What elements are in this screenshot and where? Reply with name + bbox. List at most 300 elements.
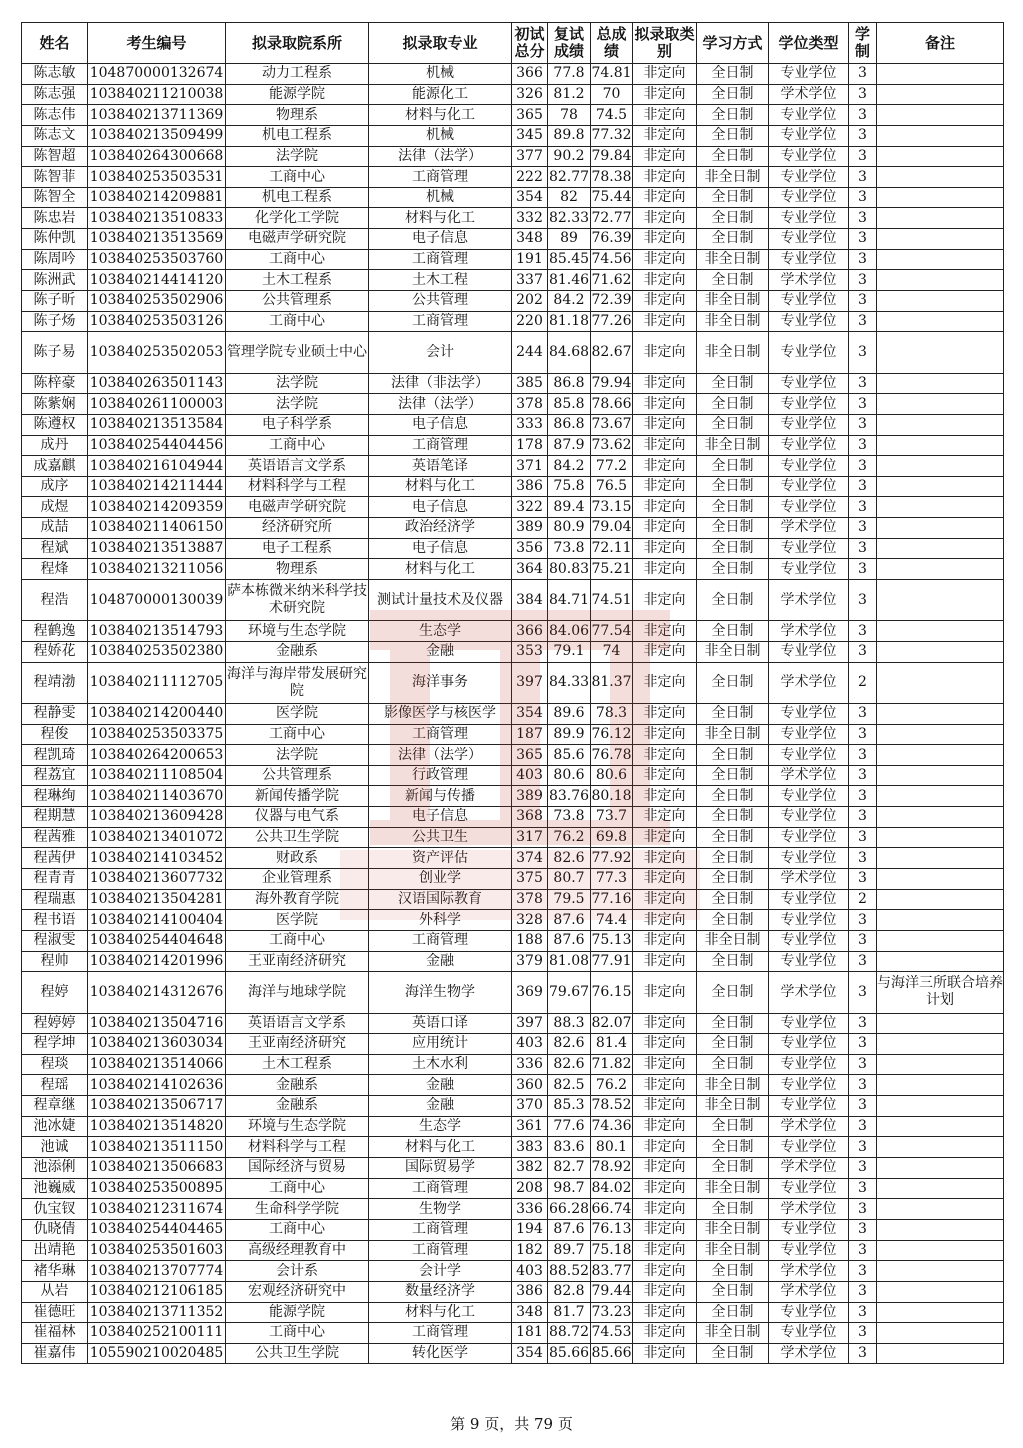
cell-degree-type: 专业学位 bbox=[769, 332, 849, 373]
cell-remarks bbox=[877, 848, 1004, 869]
cell-remarks bbox=[877, 146, 1004, 167]
cell-name: 程期慧 bbox=[22, 807, 88, 828]
cell-duration: 3 bbox=[849, 621, 877, 642]
cell-major: 机械 bbox=[369, 125, 512, 146]
cell-total-score: 74.4 bbox=[591, 910, 633, 931]
cell-degree-type: 专业学位 bbox=[769, 889, 849, 910]
cell-admission-type: 非定向 bbox=[633, 373, 697, 394]
cell-name: 陈紫娴 bbox=[22, 394, 88, 415]
cell-remarks bbox=[877, 951, 1004, 972]
cell-degree-type: 学术学位 bbox=[769, 972, 849, 1013]
cell-initial-score: 364 bbox=[512, 559, 548, 580]
cell-remarks bbox=[877, 1178, 1004, 1199]
cell-degree-type: 专业学位 bbox=[769, 64, 849, 85]
cell-degree-type: 专业学位 bbox=[769, 1075, 849, 1096]
cell-initial-score: 354 bbox=[512, 187, 548, 208]
header-initial-score: 初试总分 bbox=[512, 23, 548, 64]
cell-study-mode: 全日制 bbox=[697, 1034, 769, 1055]
cell-name: 陈周吟 bbox=[22, 249, 88, 270]
cell-total-score: 77.91 bbox=[591, 951, 633, 972]
cell-admission-type: 非定向 bbox=[633, 724, 697, 745]
cell-degree-type: 专业学位 bbox=[769, 641, 849, 662]
cell-exam-id: 103840212311674 bbox=[88, 1199, 226, 1220]
cell-retest-score: 84.2 bbox=[548, 291, 591, 312]
table-row bbox=[22, 332, 1004, 373]
table-row bbox=[22, 1343, 1004, 1364]
cell-initial-score: 322 bbox=[512, 497, 548, 518]
cell-duration: 3 bbox=[849, 1096, 877, 1117]
cell-total-score: 83.77 bbox=[591, 1261, 633, 1282]
cell-duration: 3 bbox=[849, 869, 877, 890]
cell-total-score: 74.81 bbox=[591, 64, 633, 85]
cell-admission-type: 非定向 bbox=[633, 1323, 697, 1344]
cell-admission-type: 非定向 bbox=[633, 435, 697, 456]
cell-department: 公共卫生学院 bbox=[226, 1343, 369, 1364]
cell-study-mode: 全日制 bbox=[697, 456, 769, 477]
cell-department: 会计系 bbox=[226, 1261, 369, 1282]
cell-major: 金融 bbox=[369, 1096, 512, 1117]
cell-retest-score: 82.6 bbox=[548, 1034, 591, 1055]
cell-remarks bbox=[877, 414, 1004, 435]
cell-admission-type: 非定向 bbox=[633, 1178, 697, 1199]
cell-study-mode: 全日制 bbox=[697, 1013, 769, 1034]
cell-name: 陈智菲 bbox=[22, 167, 88, 188]
cell-department: 金融系 bbox=[226, 1096, 369, 1117]
cell-retest-score: 81.18 bbox=[548, 311, 591, 332]
cell-admission-type: 非定向 bbox=[633, 1096, 697, 1117]
cell-retest-score: 80.9 bbox=[548, 518, 591, 539]
cell-study-mode: 全日制 bbox=[697, 270, 769, 291]
cell-total-score: 69.8 bbox=[591, 827, 633, 848]
cell-duration: 3 bbox=[849, 1137, 877, 1158]
cell-name: 程烽 bbox=[22, 559, 88, 580]
cell-major: 材料与化工 bbox=[369, 208, 512, 229]
cell-remarks bbox=[877, 807, 1004, 828]
table-row bbox=[22, 1137, 1004, 1158]
cell-exam-id: 103840252100111 bbox=[88, 1323, 226, 1344]
cell-admission-type: 非定向 bbox=[633, 518, 697, 539]
cell-study-mode: 全日制 bbox=[697, 497, 769, 518]
table-row bbox=[22, 1323, 1004, 1344]
cell-admission-type: 非定向 bbox=[633, 910, 697, 931]
cell-name: 崔福林 bbox=[22, 1323, 88, 1344]
cell-initial-score: 220 bbox=[512, 311, 548, 332]
cell-exam-id: 103840253503375 bbox=[88, 724, 226, 745]
cell-retest-score: 89.4 bbox=[548, 497, 591, 518]
cell-major: 机械 bbox=[369, 187, 512, 208]
cell-duration: 3 bbox=[849, 456, 877, 477]
cell-total-score: 73.62 bbox=[591, 435, 633, 456]
cell-exam-id: 103840261100003 bbox=[88, 394, 226, 415]
cell-initial-score: 208 bbox=[512, 1178, 548, 1199]
cell-retest-score: 79.67 bbox=[548, 972, 591, 1013]
cell-remarks bbox=[877, 1343, 1004, 1364]
cell-study-mode: 全日制 bbox=[697, 64, 769, 85]
cell-initial-score: 382 bbox=[512, 1158, 548, 1179]
cell-retest-score: 75.8 bbox=[548, 476, 591, 497]
cell-department: 医学院 bbox=[226, 703, 369, 724]
cell-total-score: 81.37 bbox=[591, 662, 633, 703]
cell-duration: 3 bbox=[849, 827, 877, 848]
cell-department: 土木工程系 bbox=[226, 1054, 369, 1075]
cell-department: 公共管理系 bbox=[226, 291, 369, 312]
cell-major: 英语口译 bbox=[369, 1013, 512, 1034]
cell-name: 陈志敏 bbox=[22, 64, 88, 85]
cell-duration: 2 bbox=[849, 662, 877, 703]
cell-major: 转化医学 bbox=[369, 1343, 512, 1364]
table-row bbox=[22, 249, 1004, 270]
cell-duration: 3 bbox=[849, 765, 877, 786]
cell-department: 金融系 bbox=[226, 641, 369, 662]
cell-admission-type: 非定向 bbox=[633, 1343, 697, 1364]
cell-exam-id: 103840213510833 bbox=[88, 208, 226, 229]
cell-remarks bbox=[877, 1034, 1004, 1055]
cell-remarks bbox=[877, 1199, 1004, 1220]
cell-major: 政治经济学 bbox=[369, 518, 512, 539]
cell-study-mode: 全日制 bbox=[697, 1054, 769, 1075]
cell-admission-type: 非定向 bbox=[633, 972, 697, 1013]
cell-admission-type: 非定向 bbox=[633, 1013, 697, 1034]
cell-total-score: 75.21 bbox=[591, 559, 633, 580]
cell-major: 工商管理 bbox=[369, 1240, 512, 1261]
cell-degree-type: 专业学位 bbox=[769, 208, 849, 229]
cell-total-score: 82.67 bbox=[591, 332, 633, 373]
cell-initial-score: 353 bbox=[512, 641, 548, 662]
table-row bbox=[22, 187, 1004, 208]
cell-admission-type: 非定向 bbox=[633, 125, 697, 146]
cell-total-score: 66.74 bbox=[591, 1199, 633, 1220]
cell-initial-score: 360 bbox=[512, 1075, 548, 1096]
cell-study-mode: 非全日制 bbox=[697, 435, 769, 456]
cell-exam-id: 103840214209359 bbox=[88, 497, 226, 518]
cell-admission-type: 非定向 bbox=[633, 786, 697, 807]
cell-study-mode: 非全日制 bbox=[697, 167, 769, 188]
cell-name: 程浩 bbox=[22, 580, 88, 621]
cell-exam-id: 103840254404648 bbox=[88, 930, 226, 951]
cell-department: 经济研究所 bbox=[226, 518, 369, 539]
cell-total-score: 79.44 bbox=[591, 1281, 633, 1302]
cell-duration: 3 bbox=[849, 972, 877, 1013]
cell-admission-type: 非定向 bbox=[633, 414, 697, 435]
cell-major: 法律（非法学） bbox=[369, 373, 512, 394]
cell-study-mode: 全日制 bbox=[697, 146, 769, 167]
cell-major: 海洋事务 bbox=[369, 662, 512, 703]
cell-name: 程凯琦 bbox=[22, 745, 88, 766]
cell-initial-score: 361 bbox=[512, 1116, 548, 1137]
cell-name: 池冰婕 bbox=[22, 1116, 88, 1137]
cell-degree-type: 专业学位 bbox=[769, 1178, 849, 1199]
cell-study-mode: 全日制 bbox=[697, 394, 769, 415]
cell-retest-score: 89.8 bbox=[548, 125, 591, 146]
cell-remarks bbox=[877, 373, 1004, 394]
cell-study-mode: 全日制 bbox=[697, 414, 769, 435]
cell-name: 池添俐 bbox=[22, 1158, 88, 1179]
table-row bbox=[22, 765, 1004, 786]
cell-study-mode: 非全日制 bbox=[697, 724, 769, 745]
cell-name: 陈子昕 bbox=[22, 291, 88, 312]
header-study-mode: 学习方式 bbox=[697, 23, 769, 64]
cell-degree-type: 专业学位 bbox=[769, 229, 849, 250]
cell-major: 金融 bbox=[369, 1075, 512, 1096]
cell-remarks bbox=[877, 187, 1004, 208]
cell-total-score: 73.67 bbox=[591, 414, 633, 435]
cell-duration: 3 bbox=[849, 538, 877, 559]
cell-initial-score: 182 bbox=[512, 1240, 548, 1261]
cell-degree-type: 专业学位 bbox=[769, 724, 849, 745]
cell-retest-score: 82.6 bbox=[548, 1054, 591, 1075]
cell-initial-score: 336 bbox=[512, 1199, 548, 1220]
cell-department: 海洋与海岸带发展研究院 bbox=[226, 662, 369, 703]
cell-name: 程俊 bbox=[22, 724, 88, 745]
cell-initial-score: 244 bbox=[512, 332, 548, 373]
cell-exam-id: 103840214414120 bbox=[88, 270, 226, 291]
cell-remarks bbox=[877, 559, 1004, 580]
cell-retest-score: 84.2 bbox=[548, 456, 591, 477]
cell-study-mode: 非全日制 bbox=[697, 1240, 769, 1261]
cell-remarks bbox=[877, 270, 1004, 291]
cell-name: 程书语 bbox=[22, 910, 88, 931]
cell-department: 海洋与地球学院 bbox=[226, 972, 369, 1013]
cell-retest-score: 87.6 bbox=[548, 910, 591, 931]
cell-exam-id: 103840253502906 bbox=[88, 291, 226, 312]
cell-degree-type: 专业学位 bbox=[769, 951, 849, 972]
cell-department: 化学化工学院 bbox=[226, 208, 369, 229]
cell-study-mode: 全日制 bbox=[697, 621, 769, 642]
cell-total-score: 73.15 bbox=[591, 497, 633, 518]
cell-initial-score: 375 bbox=[512, 869, 548, 890]
cell-major: 工商管理 bbox=[369, 930, 512, 951]
cell-name: 陈遵权 bbox=[22, 414, 88, 435]
cell-study-mode: 全日制 bbox=[697, 1199, 769, 1220]
cell-remarks bbox=[877, 105, 1004, 126]
cell-initial-score: 366 bbox=[512, 621, 548, 642]
cell-admission-type: 非定向 bbox=[633, 930, 697, 951]
cell-duration: 3 bbox=[849, 580, 877, 621]
cell-name: 程淑雯 bbox=[22, 930, 88, 951]
cell-retest-score: 82.6 bbox=[548, 848, 591, 869]
cell-major: 电子信息 bbox=[369, 497, 512, 518]
cell-initial-score: 386 bbox=[512, 476, 548, 497]
cell-study-mode: 全日制 bbox=[697, 187, 769, 208]
cell-name: 程鹤逸 bbox=[22, 621, 88, 642]
cell-degree-type: 专业学位 bbox=[769, 291, 849, 312]
cell-exam-id: 103840213711369 bbox=[88, 105, 226, 126]
cell-admission-type: 非定向 bbox=[633, 1075, 697, 1096]
cell-retest-score: 83.76 bbox=[548, 786, 591, 807]
cell-total-score: 78.3 bbox=[591, 703, 633, 724]
cell-department: 公共卫生学院 bbox=[226, 827, 369, 848]
cell-retest-score: 73.8 bbox=[548, 807, 591, 828]
cell-total-score: 70 bbox=[591, 84, 633, 105]
cell-retest-score: 79.5 bbox=[548, 889, 591, 910]
cell-initial-score: 222 bbox=[512, 167, 548, 188]
cell-remarks bbox=[877, 621, 1004, 642]
cell-degree-type: 专业学位 bbox=[769, 1054, 849, 1075]
cell-initial-score: 328 bbox=[512, 910, 548, 931]
cell-remarks bbox=[877, 786, 1004, 807]
cell-name: 陈志强 bbox=[22, 84, 88, 105]
cell-duration: 3 bbox=[849, 1240, 877, 1261]
cell-department: 萨本栋微米纳米科学技术研究院 bbox=[226, 580, 369, 621]
cell-initial-score: 181 bbox=[512, 1323, 548, 1344]
cell-major: 工商管理 bbox=[369, 167, 512, 188]
cell-retest-score: 73.8 bbox=[548, 538, 591, 559]
table-row bbox=[22, 889, 1004, 910]
cell-total-score: 77.32 bbox=[591, 125, 633, 146]
cell-exam-id: 103840263501143 bbox=[88, 373, 226, 394]
cell-exam-id: 103840213603034 bbox=[88, 1034, 226, 1055]
cell-degree-type: 专业学位 bbox=[769, 848, 849, 869]
cell-degree-type: 专业学位 bbox=[769, 249, 849, 270]
cell-study-mode: 全日制 bbox=[697, 559, 769, 580]
cell-initial-score: 386 bbox=[512, 1281, 548, 1302]
cell-admission-type: 非定向 bbox=[633, 84, 697, 105]
cell-retest-score: 86.8 bbox=[548, 414, 591, 435]
cell-department: 财政系 bbox=[226, 848, 369, 869]
cell-department: 工商中心 bbox=[226, 167, 369, 188]
cell-department: 工商中心 bbox=[226, 1323, 369, 1344]
cell-initial-score: 368 bbox=[512, 807, 548, 828]
cell-duration: 3 bbox=[849, 105, 877, 126]
cell-remarks bbox=[877, 1281, 1004, 1302]
cell-degree-type: 专业学位 bbox=[769, 1096, 849, 1117]
table-row bbox=[22, 1261, 1004, 1282]
cell-exam-id: 103840213514793 bbox=[88, 621, 226, 642]
cell-admission-type: 非定向 bbox=[633, 105, 697, 126]
cell-remarks bbox=[877, 827, 1004, 848]
cell-duration: 3 bbox=[849, 807, 877, 828]
cell-degree-type: 专业学位 bbox=[769, 1034, 849, 1055]
cell-exam-id: 103840213509499 bbox=[88, 125, 226, 146]
cell-exam-id: 103840214100404 bbox=[88, 910, 226, 931]
cell-remarks bbox=[877, 1240, 1004, 1261]
cell-remarks bbox=[877, 1116, 1004, 1137]
cell-exam-id: 103840213211056 bbox=[88, 559, 226, 580]
cell-duration: 3 bbox=[849, 1261, 877, 1282]
cell-exam-id: 103840211403670 bbox=[88, 786, 226, 807]
cell-study-mode: 全日制 bbox=[697, 910, 769, 931]
cell-initial-score: 369 bbox=[512, 972, 548, 1013]
cell-admission-type: 非定向 bbox=[633, 1302, 697, 1323]
cell-name: 程琰 bbox=[22, 1054, 88, 1075]
cell-admission-type: 非定向 bbox=[633, 1261, 697, 1282]
table-row bbox=[22, 497, 1004, 518]
cell-initial-score: 384 bbox=[512, 580, 548, 621]
cell-study-mode: 非全日制 bbox=[697, 641, 769, 662]
cell-major: 影像医学与核医学 bbox=[369, 703, 512, 724]
cell-exam-id: 103840214200440 bbox=[88, 703, 226, 724]
cell-major: 法律（法学） bbox=[369, 745, 512, 766]
cell-total-score: 82.07 bbox=[591, 1013, 633, 1034]
cell-retest-score: 85.6 bbox=[548, 745, 591, 766]
cell-name: 成嘉麒 bbox=[22, 456, 88, 477]
cell-major: 工商管理 bbox=[369, 724, 512, 745]
cell-exam-id: 103840213506717 bbox=[88, 1096, 226, 1117]
cell-study-mode: 全日制 bbox=[697, 889, 769, 910]
cell-total-score: 78.38 bbox=[591, 167, 633, 188]
cell-remarks bbox=[877, 1219, 1004, 1240]
cell-retest-score: 81.46 bbox=[548, 270, 591, 291]
cell-duration: 3 bbox=[849, 1219, 877, 1240]
cell-exam-id: 103840213401072 bbox=[88, 827, 226, 848]
cell-study-mode: 全日制 bbox=[697, 807, 769, 828]
cell-department: 金融系 bbox=[226, 1075, 369, 1096]
cell-name: 褚华琳 bbox=[22, 1261, 88, 1282]
cell-major: 金融 bbox=[369, 951, 512, 972]
cell-department: 电子工程系 bbox=[226, 538, 369, 559]
cell-study-mode: 全日制 bbox=[697, 848, 769, 869]
cell-study-mode: 全日制 bbox=[697, 229, 769, 250]
cell-remarks bbox=[877, 1096, 1004, 1117]
cell-remarks bbox=[877, 641, 1004, 662]
cell-degree-type: 专业学位 bbox=[769, 1219, 849, 1240]
cell-remarks bbox=[877, 745, 1004, 766]
cell-study-mode: 全日制 bbox=[697, 745, 769, 766]
cell-total-score: 74 bbox=[591, 641, 633, 662]
cell-total-score: 74.5 bbox=[591, 105, 633, 126]
cell-duration: 3 bbox=[849, 270, 877, 291]
cell-initial-score: 337 bbox=[512, 270, 548, 291]
cell-major: 数量经济学 bbox=[369, 1281, 512, 1302]
cell-study-mode: 非全日制 bbox=[697, 930, 769, 951]
cell-major: 行政管理 bbox=[369, 765, 512, 786]
cell-study-mode: 全日制 bbox=[697, 827, 769, 848]
table-row bbox=[22, 869, 1004, 890]
cell-study-mode: 非全日制 bbox=[697, 1096, 769, 1117]
cell-major: 材料与化工 bbox=[369, 105, 512, 126]
cell-initial-score: 378 bbox=[512, 889, 548, 910]
cell-exam-id: 104870000132674 bbox=[88, 64, 226, 85]
cell-name: 从岩 bbox=[22, 1281, 88, 1302]
cell-admission-type: 非定向 bbox=[633, 291, 697, 312]
cell-department: 工商中心 bbox=[226, 1178, 369, 1199]
table-body bbox=[22, 64, 1004, 1364]
cell-retest-score: 84.06 bbox=[548, 621, 591, 642]
cell-exam-id: 103840213514820 bbox=[88, 1116, 226, 1137]
table-row bbox=[22, 1096, 1004, 1117]
cell-major: 电子信息 bbox=[369, 807, 512, 828]
cell-retest-score: 80.6 bbox=[548, 765, 591, 786]
cell-name: 成序 bbox=[22, 476, 88, 497]
table-row bbox=[22, 291, 1004, 312]
cell-remarks bbox=[877, 930, 1004, 951]
table-row bbox=[22, 559, 1004, 580]
cell-total-score: 75.44 bbox=[591, 187, 633, 208]
cell-admission-type: 非定向 bbox=[633, 580, 697, 621]
cell-major: 能源化工 bbox=[369, 84, 512, 105]
cell-total-score: 76.39 bbox=[591, 229, 633, 250]
cell-degree-type: 专业学位 bbox=[769, 1137, 849, 1158]
cell-exam-id: 103840213513584 bbox=[88, 414, 226, 435]
cell-degree-type: 学术学位 bbox=[769, 1261, 849, 1282]
cell-retest-score: 85.66 bbox=[548, 1343, 591, 1364]
cell-initial-score: 403 bbox=[512, 765, 548, 786]
cell-initial-score: 389 bbox=[512, 786, 548, 807]
table-row bbox=[22, 229, 1004, 250]
cell-department: 工商中心 bbox=[226, 1219, 369, 1240]
cell-exam-id: 103840213513887 bbox=[88, 538, 226, 559]
cell-initial-score: 370 bbox=[512, 1096, 548, 1117]
cell-major: 会计 bbox=[369, 332, 512, 373]
cell-initial-score: 397 bbox=[512, 662, 548, 703]
cell-total-score: 76.78 bbox=[591, 745, 633, 766]
cell-duration: 3 bbox=[849, 84, 877, 105]
header-duration: 学制 bbox=[849, 23, 877, 64]
cell-initial-score: 403 bbox=[512, 1261, 548, 1282]
cell-major: 生态学 bbox=[369, 621, 512, 642]
cell-total-score: 79.94 bbox=[591, 373, 633, 394]
cell-exam-id: 103840214103452 bbox=[88, 848, 226, 869]
